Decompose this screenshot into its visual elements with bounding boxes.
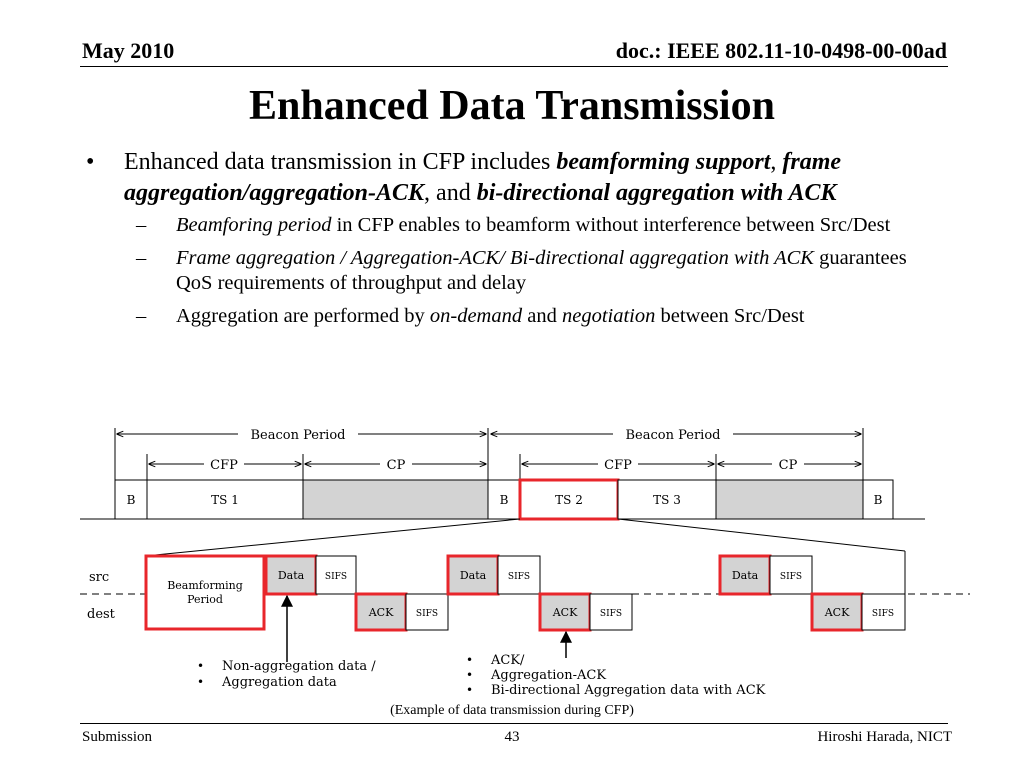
sub-bullet-rest: in CFP enables to beamform without interference between Src/Dest <box>331 214 891 236</box>
header-rule <box>80 66 948 67</box>
data-label: Data <box>277 569 305 582</box>
beacon-label: B <box>499 493 509 507</box>
sub-bullet-text <box>176 213 936 238</box>
main-bullet <box>86 147 936 209</box>
data-label: Data <box>731 569 759 582</box>
main-bullet-text <box>124 147 936 209</box>
legend-dot: • <box>197 675 205 689</box>
sub-bullet-negotiation: negotiation <box>561 305 656 327</box>
sifs-label: SIFS <box>324 572 348 582</box>
sub-bullet-on-demand: on-demand <box>429 305 523 327</box>
sifs-label: SIFS <box>779 572 803 582</box>
legend1-line2: Aggregation data <box>222 675 337 690</box>
beamforming-label-line1: Beamforming <box>167 579 243 592</box>
beacon-label: B <box>873 493 883 507</box>
ack-label: ACK <box>368 606 394 619</box>
bullet-list <box>86 147 936 337</box>
footer-page-number: 43 <box>504 729 520 745</box>
bullet-separator: , <box>770 149 783 175</box>
sub-bullet <box>132 304 936 329</box>
sub-bullet-text <box>176 246 936 296</box>
sifs-label: SIFS <box>599 609 623 619</box>
sub-bullet-plain: Aggregation are performed by <box>176 305 430 327</box>
data-label: Data <box>459 569 487 582</box>
cfp-label-1: CFP <box>210 458 238 473</box>
cp-slot <box>303 480 488 519</box>
sub-bullet-dash: – <box>136 305 147 327</box>
sub-bullet <box>132 246 936 296</box>
legend2-line3: Bi-directional Aggregation data with ACK <box>491 683 766 698</box>
slide-title: Enhanced Data Transmission <box>249 83 775 129</box>
sub-bullet-and: and <box>522 305 562 327</box>
cp-slot <box>716 480 863 519</box>
sifs-label: SIFS <box>415 609 439 619</box>
sub-bullet <box>132 213 936 238</box>
legend-dot: • <box>466 683 474 697</box>
src-label: src <box>89 570 110 585</box>
zoom-line-left <box>145 519 520 556</box>
footer-rule <box>80 723 948 724</box>
beamforming-label-line2: Period <box>187 593 223 606</box>
header-date: May 2010 <box>82 38 175 63</box>
bullet-emphasis-beamforming: beamforming support <box>556 149 771 175</box>
transmission-diagram <box>0 420 1024 705</box>
bullet-and: , and <box>424 180 477 206</box>
cfp-label-2: CFP <box>604 458 632 473</box>
bullet-text-plain: Enhanced data transmission in CFP includes <box>124 149 557 175</box>
ack-label: ACK <box>824 606 850 619</box>
sub-bullet-dash: – <box>136 247 147 269</box>
sub-bullet-plain-end: between Src/Dest <box>655 305 805 327</box>
ack-label: ACK <box>552 606 578 619</box>
bullet-emphasis-aggregation: frame aggregation/aggregation-ACK <box>124 149 842 206</box>
sub-bullet-text <box>176 304 936 329</box>
header-doc-id: doc.: IEEE 802.11-10-0498-00-00ad <box>615 38 947 63</box>
sub-bullet-rest: guarantees QoS requirements of throughput and delay <box>176 247 907 294</box>
footer-submission: Submission <box>82 729 153 745</box>
sub-bullet-italic: Beamforing period <box>176 214 332 236</box>
ts2-label: TS 2 <box>555 493 583 507</box>
ts1-label: TS 1 <box>211 493 239 507</box>
sifs-label: SIFS <box>507 572 531 582</box>
legend-dot: • <box>197 659 205 673</box>
beacon-period-label-2: Beacon Period <box>625 428 721 443</box>
zoom-line-right <box>618 519 905 551</box>
dest-label: dest <box>87 607 115 622</box>
footer-author: Hiroshi Harada, NICT <box>817 729 952 745</box>
sub-bullet-dash: – <box>136 214 147 236</box>
bullet-marker: • <box>86 149 95 175</box>
cp-label-2: CP <box>778 458 798 473</box>
legend1-line1: Non-aggregation data / <box>222 659 376 674</box>
sifs-label: SIFS <box>871 609 895 619</box>
legend-dot: • <box>466 653 474 667</box>
figure-caption: (Example of data transmission during CFP) <box>390 703 634 718</box>
ts3-label: TS 3 <box>653 493 681 507</box>
sub-bullet-list <box>132 213 936 329</box>
legend-dot: • <box>466 668 474 682</box>
legend2-line1: ACK/ <box>491 653 525 668</box>
cp-label-1: CP <box>386 458 406 473</box>
beacon-period-label-1: Beacon Period <box>250 428 346 443</box>
bullet-emphasis-bidirectional: bi-directional aggregation with ACK <box>476 180 837 206</box>
legend2-line2: Aggregation-ACK <box>491 668 607 683</box>
sub-bullet-italic: Frame aggregation / Aggregation-ACK/ Bi-directional aggregation with ACK <box>176 247 814 269</box>
beacon-label: B <box>126 493 136 507</box>
